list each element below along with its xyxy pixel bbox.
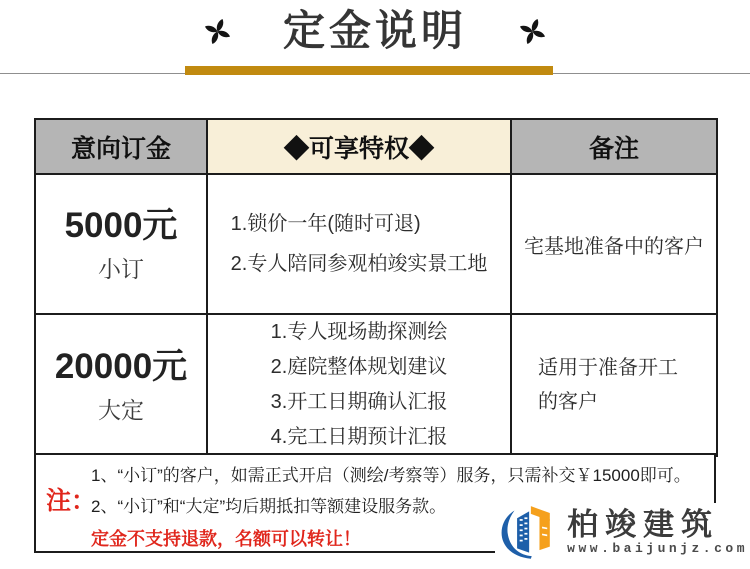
flower-ornament-left-icon	[204, 18, 231, 45]
amount-value: 5000元	[64, 205, 178, 245]
privilege-item: 1.锁价一年(随时可退)	[230, 213, 421, 235]
title-underline-bar	[185, 66, 553, 75]
header-cell-deposit: 意向订金	[35, 119, 207, 174]
flower-ornament-right-icon	[515, 14, 549, 48]
note-highlight: 定金不支持退款，名额可以转让！	[91, 529, 361, 549]
cell-remark-small	[511, 174, 717, 314]
tier-label: 小订	[98, 255, 144, 282]
privilege-list	[271, 315, 448, 455]
page-header	[0, 0, 750, 100]
header-cell-privileges: ◆可享特权◆	[207, 119, 511, 174]
privilege-item: 1.专人现场勘探测绘	[270, 321, 448, 343]
company-name: 柏竣建筑	[567, 506, 720, 542]
amount-value: 20000元	[54, 346, 188, 386]
privilege-list	[231, 204, 488, 284]
note-line: 2、“小订”和“大定”均后期抵扣等额建设服务款。	[91, 497, 447, 516]
table-row-big-deposit	[35, 314, 717, 456]
cell-amount-big	[35, 314, 207, 456]
cell-amount-small	[35, 174, 207, 314]
company-website: www.baijunjz.com	[567, 540, 748, 556]
remark-text: 适用于准备开工的客户	[538, 357, 678, 413]
cell-remark-big	[511, 314, 717, 456]
building-logo-icon	[499, 503, 561, 561]
remark-text: 宅基地准备中的客户	[524, 235, 704, 258]
logo-text	[567, 508, 748, 557]
privilege-item: 2.庭院整体规划建议	[270, 356, 448, 378]
privilege-item: 3.开工日期确认汇报	[270, 391, 448, 413]
cell-privileges-small	[207, 174, 511, 314]
table-row-small-deposit	[35, 174, 717, 314]
note-line: 1、“小订”的客户，如需正式开启（测绘/考察等）服务，只需补交￥15000即可。	[91, 466, 691, 485]
deposit-table	[34, 118, 718, 457]
title-row	[0, 6, 750, 56]
header-cell-remarks: 备注	[511, 119, 717, 174]
table-header-row	[35, 119, 717, 174]
tier-label: 大定	[98, 396, 144, 423]
privilege-item: 4.完工日期预计汇报	[270, 426, 448, 448]
cell-privileges-big	[207, 314, 511, 456]
page-title: 定金说明	[282, 7, 467, 54]
privilege-item: 2.专人陪同参观柏竣实景工地	[230, 253, 488, 275]
notes-marker: 注：	[46, 487, 97, 515]
company-logo	[495, 503, 748, 561]
